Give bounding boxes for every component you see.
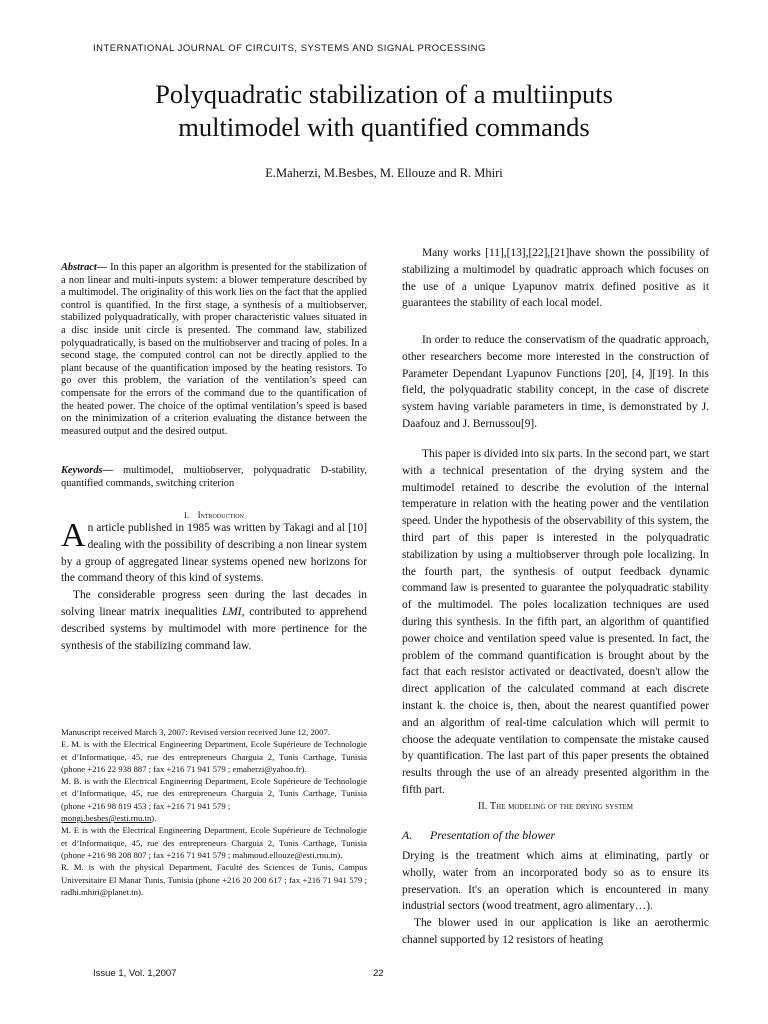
right-paragraph-5: The blower used in our application is like an aerothermic channel supported by 12 resistors of heating — [402, 917, 709, 946]
intro-paragraph-1: n article published in 1985 was written by Takagi and al [10] dealing with the possibility of describing a non linear system by a group of aggregated linear systems opened new horizons for the command theory of this kind of systems. — [61, 522, 367, 585]
title-line-1: Polyquadratic stabilization of a multiinputs — [155, 79, 613, 109]
footnote-me: M. E is with the Electrical Engineering Department, Ecole Supérieure de Technologie et d’Informatique, 45, rue des entrepreneurs Charguia 2, Tunis Carthage, Tunisia (phone +216 98 208 807 ; fax +216 71 941 579 ; mahmoud.ellouze@esti.rnu.tn). — [61, 825, 367, 860]
keywords-label: Keywords— — [61, 465, 113, 476]
abstract — [61, 262, 367, 438]
right-paragraph-3: This paper is divided into six parts. In the second part, we start with a technical presentation of the drying system and the multimodel retained to describe the evolution of the internal temperature in relation with the heating power and the ventilation speed. Under the hypothesis of the observability of this system, the third part of this paper is interested in the polyquadratic stabilization by using a multiobserver through pole localizing. In the fourth part, the synthesis of output feedback dynamic command law is presented to guarantee the polyquadratic stability of the multimodel. The poles localization techniques are used during this synthesis. In the fifth part, an algorithm of quantified power choice and ventilation speed value is presented. In fact, the problem of the command quantification is brought about by the fact that each resistor activated or deactivated, doesn't allow the direct application of the calculated command at each discrete instant k. the choice is, then, about the nearest quantified power and an algorithm of real-time calculation which will permit to choose the adequate ventilation to compensate the mistake caused by quantification. The last part of this paper presents the obtained results through the use of an already presented algorithm in the fifth part. — [402, 448, 709, 796]
journal-header: INTERNATIONAL JOURNAL OF CIRCUITS, SYSTEMS AND SIGNAL PROCESSING — [93, 43, 486, 54]
abstract-label: Abstract— — [61, 262, 108, 273]
section-title: Introduction — [197, 510, 244, 520]
page-number: 22 — [373, 968, 384, 979]
email-link[interactable]: mongi.besbes@esti.rnu.tn — [61, 813, 152, 824]
keywords — [61, 465, 367, 490]
subsection-heading — [402, 828, 709, 843]
paper-title — [0, 78, 768, 144]
right-paragraph-1: Many works [11],[13],[22],[21]have shown the possibility of stabilizing a multimodel by quadratic approach which focuses on the use of a unique Lyapunov matrix defined positive as it guarantees the stability of each local model. — [402, 247, 709, 310]
section-title: The modeling of the drying system — [489, 801, 633, 812]
subsection-title: Presentation of the blower — [430, 828, 556, 842]
section-number: I. — [184, 510, 190, 520]
keywords-text: multimodel, multiobserver, polyquadratic D-stability, quantified commands, switching criterion — [61, 465, 367, 489]
section-heading-modeling — [402, 801, 709, 812]
subsection-label: A. — [402, 828, 413, 842]
lmi-abbrev: LMI — [221, 605, 242, 618]
footnote-em: E. M. is with the Electrical Engineering Department, Ecole Supérieure de Technologie et d’Informatique, 45, rue des entrepreneurs Charguia 2, Tunis Carthage, Tunisia (phone +216 22 938 887 ; fax +216 71 941 579 ; emaherzi@yahoo.fr). — [61, 739, 367, 774]
footnote-mb: M. B. is with the Electrical Engineering Department, Ecole Supérieure de Technologie et d’Informatique, 45, rue des entrepreneurs Charguia 2, Tunis Carthage, Tunisia (phone +216 98 819 453 ; fax +216 71 941 579 ; mongi.besbes@esti.rnu.tn). — [61, 776, 367, 824]
section-heading-introduction — [61, 510, 367, 520]
abstract-text: In this paper an algorithm is presented for the stabilization of a non linear and multi-inputs system: a blower temperature described by a multimodel. The originality of this work lies on the fact that the applied control is quantified. In the first stage, a synthesis of a multiobserver, stabilized polyquadratically, with proper characteristic values situated in a disc inside unit circle is presented. The command law, stabilized polyquadratically, is based on the multiobserver and tracing of poles. In a second stage, the computed control can not be directly applied to the plant because of the quantification imposed by the heating resistors. To go over this problem, the variation of the ventilation’s speed can compensate for the errors of the command due to the quantification of the heated power. The choice of the optimal ventilation’s speed is based on the minimization of a criterion evaluating the distance between the measured output and the desired output. — [61, 262, 367, 437]
footnote-rm: R. M. is with the physical Department, Faculté des Sciences de Tunis, Campus Universitaire El Manar Tunis, Tunisia (phone +216 20 200 617 ; fax +216 71 941 579 ; radhi.mhiri@planet.tn). — [61, 862, 367, 897]
intro-paragraph-2: The considerable progress seen during the last decades in solving linear matrix inequalities LMI, contributed to apprehend described systems by multimodel with more pertinence for the synthesis of the stabilizing command law. — [61, 589, 367, 652]
author-list: E.Maherzi, M.Besbes, M. Ellouze and R. Mhiri — [265, 166, 503, 180]
drop-cap: A — [61, 517, 86, 554]
footnotes — [61, 726, 367, 898]
right-paragraph-4: Drying is the treatment which aims at eliminating, partly or wholly, water from an incorporated body so as to ensure its preservation. It's an operation which is encountered in many industrial sectors (wood treatment, agro alimentary…). The blower used in our application is like an aerothermic channel supported by 12 resistors of heating — [402, 848, 709, 949]
section-number: II. — [478, 801, 488, 812]
introduction-body — [61, 517, 367, 654]
footer-issue: Issue 1, Vol. 1,2007 — [93, 968, 177, 979]
right-paragraph-2: In order to reduce the conservatism of the quadratic approach, other researchers become more interested in the construction of Parameter Dependant Lyapunov Functions [20], [4, ][19]. In this field, the polyquadratic stability concept, in the case of discrete system having variable parameters in time, is demonstrated by J. Daafouz and J. Bernussou[9]. — [402, 334, 709, 430]
footnote-received: Manuscript received March 3, 2007: Revised version received June 12, 2007. — [61, 727, 330, 737]
title-line-2: multimodel with quantified commands — [178, 112, 590, 142]
